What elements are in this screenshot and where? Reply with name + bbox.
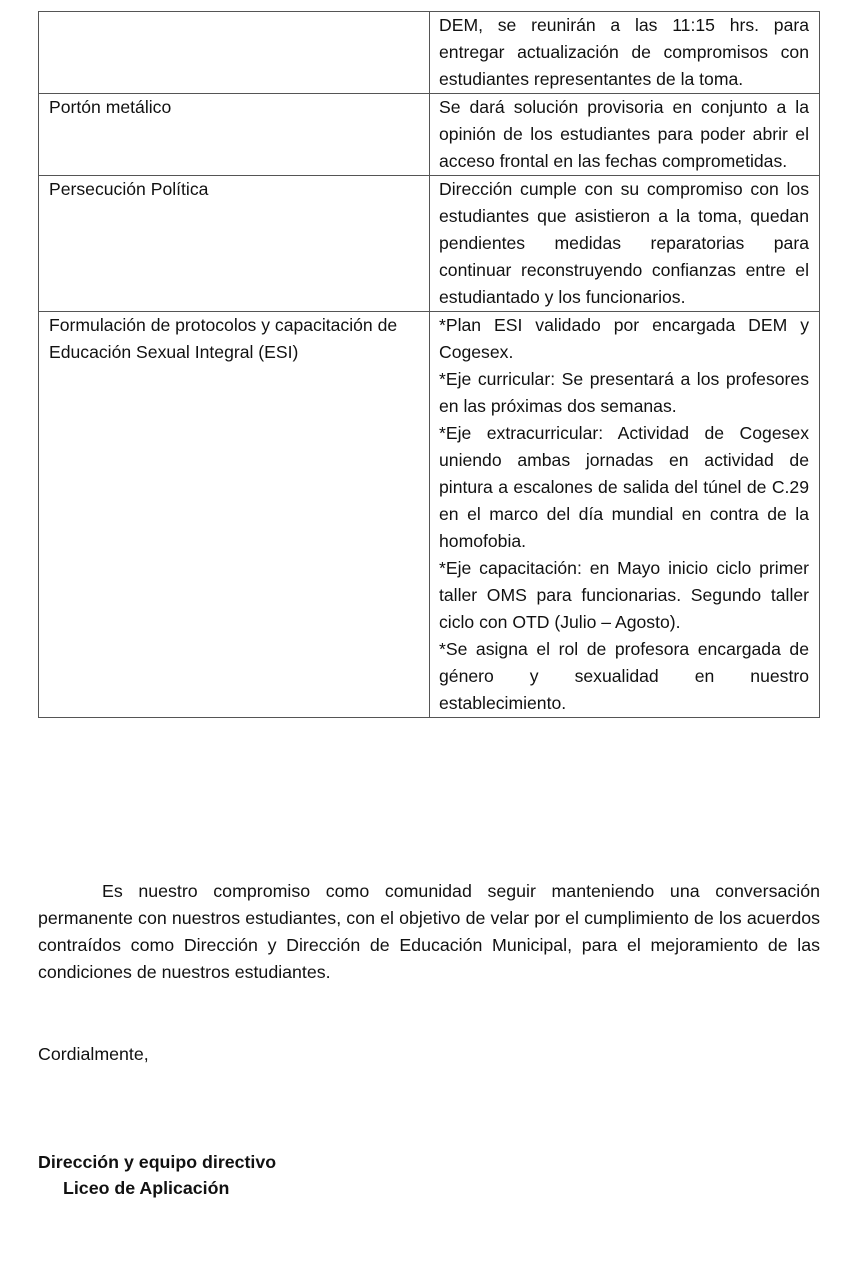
detail-paragraph: *Se asigna el rol de profesora encargada de género y sexualidad en nuestro establecimiento. [439,639,809,713]
table-row [39,12,820,94]
detail-cell [430,12,820,94]
detail-paragraph: *Plan ESI validado por encargada DEM y Cogesex. [439,315,809,362]
detail-cell [430,312,820,718]
detail-paragraph: Dirección cumple con su compromiso con los estudiantes que asistieron a la toma, quedan pendientes medidas reparatorias para continuar reconstruyendo confianzas entre el estudiantado y los funcionarios. [439,179,809,307]
commitments-table [38,11,820,718]
topic-cell: Formulación de protocolos y capacitación de Educación Sexual Integral (ESI) [39,312,430,718]
detail-paragraph: DEM, se reunirán a las 11:15 hrs. para entregar actualización de compromisos con estudiantes representantes de la toma. [439,15,809,89]
detail-paragraph: *Eje capacitación: en Mayo inicio ciclo primer taller OMS para funcionarias. Segundo taller ciclo con OTD (Julio – Agosto). [439,558,809,632]
greeting: Cordialmente, [38,1044,149,1064]
table-row [39,312,820,718]
table-row [39,94,820,176]
detail-paragraph: Se dará solución provisoria en conjunto a la opinión de los estudiantes para poder abrir el acceso frontal en las fechas comprometidas. [439,97,809,171]
topic-cell: Portón metálico [39,94,430,176]
closing-paragraph: Es nuestro compromiso como comunidad seguir manteniendo una conversación permanente con nuestros estudiantes, con el objetivo de velar por el cumplimiento de los acuerdos contraídos como Dirección y Dirección de Educación Municipal, para el mejoramiento de las condiciones de nuestros estudiantes. [38,881,820,982]
topic-cell [39,12,430,94]
table-row [39,176,820,312]
signature-line-1: Dirección y equipo directivo [38,1152,277,1172]
detail-cell [430,176,820,312]
topic-cell: Persecución Política [39,176,430,312]
detail-paragraph: *Eje curricular: Se presentará a los profesores en las próximas dos semanas. [439,369,809,416]
detail-cell [430,94,820,176]
detail-paragraph: *Eje extracurricular: Actividad de Cogesex uniendo ambas jornadas en actividad de pintura a escalones de salida del túnel de C.29 en el marco del día mundial en contra de la homofobia. [439,423,809,551]
signature-line-2: Liceo de Aplicación [63,1178,230,1198]
